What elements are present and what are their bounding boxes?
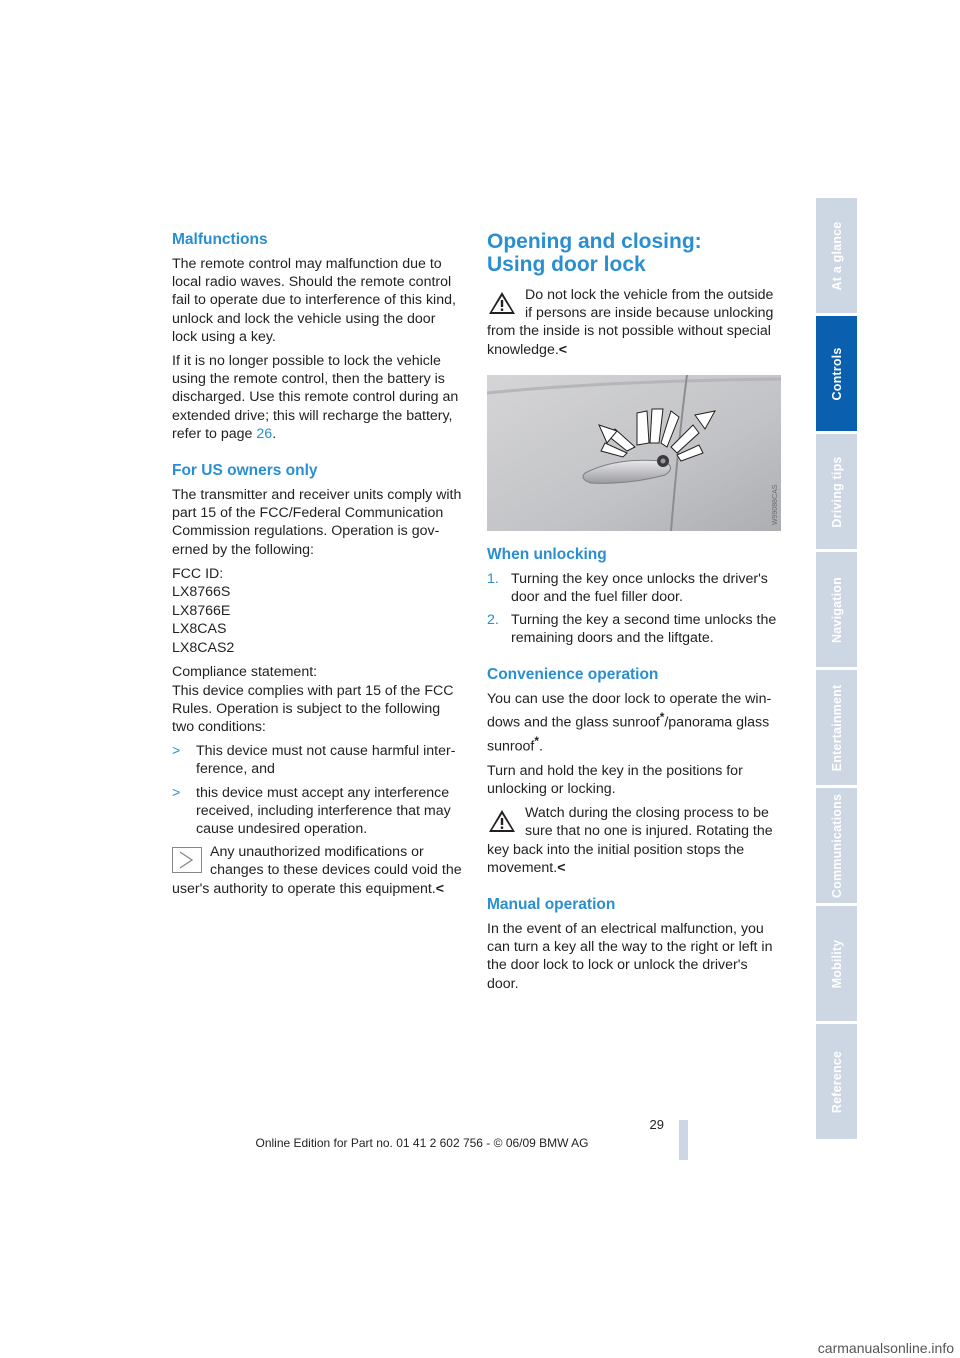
step-item: 2. Turning the key a second time unlocks the remaining doors and the liftgate.: [487, 612, 777, 647]
fcc-id: LX8CAS: [172, 621, 227, 638]
convenience-paragraph-2: Turn and hold the key in the positions for unlocking or locking.: [487, 762, 743, 797]
warning-text-2: Watch during the closing process to be sure that no one is injured. Rotating the key back into the initial position stops the movement.<: [487, 805, 773, 876]
fcc-id: LX8CAS2: [172, 639, 235, 656]
malfunctions-paragraph-2: If it is no longer possible to lock the vehicle using the remote control, then the battery is discharged. Use this remote control during an extended drive; this will recharge the battery, refer to page 26.: [172, 353, 459, 442]
convenience-paragraph-1: You can use the door lock to operate the win-dows and the glass sunroof*/panorama glass sunroof*.: [487, 690, 772, 755]
warning-icon: [487, 290, 517, 316]
photo-code: W99088CAS: [772, 484, 779, 525]
fcc-id: LX8766E: [172, 602, 231, 619]
footer-bar: [679, 1120, 688, 1160]
warning-block-1: [487, 286, 781, 359]
tab-entertainment[interactable]: Entertainment: [816, 670, 857, 785]
page-link-26[interactable]: 26: [256, 425, 273, 442]
manual-operation-heading: Manual operation: [487, 895, 616, 913]
convenience-heading: Convenience operation: [487, 665, 659, 683]
when-unlocking-heading: When unlocking: [487, 545, 607, 563]
tab-driving-tips[interactable]: Driving tips: [816, 434, 857, 549]
tab-controls[interactable]: Controls: [816, 316, 857, 431]
note-block: [172, 843, 464, 898]
us-paragraph: The transmitter and receiver units comply with part 15 of the FCC/Federal Communication Commission regulations. Operation is gov-erned by the following:: [172, 487, 462, 558]
tab-communications[interactable]: Communications: [816, 788, 857, 903]
manual-operation-paragraph: In the event of an electrical malfunction, you can turn a key all the way to the right or left in the door lock to lock or unlock the driver's door.: [487, 920, 773, 992]
page-number: 29: [649, 1117, 664, 1132]
step-item: 1. Turning the key once unlocks the driver's door and the fuel filler door.: [487, 570, 768, 606]
bullet-item: > This device must not cause harmful inter-ference, and: [172, 743, 456, 778]
compliance-block: Compliance statement: This device complies with part 15 of the FCC Rules. Operation is subject to the following two conditions:: [172, 664, 454, 735]
door-handle-illustration: [487, 375, 781, 531]
chapter-sidebar: [816, 198, 857, 1142]
left-column: [172, 230, 464, 904]
note-text: Any unauthorized modifications or changes to these devices could void the user's authority to operate this equipment.<: [172, 844, 462, 897]
warning-text-1: Do not lock the vehicle from the outside if persons are inside because unlocking from the inside is not possible without special knowledge.<: [487, 287, 774, 358]
main-heading: Opening and closing: Using door lock: [487, 230, 702, 276]
tab-at-a-glance[interactable]: At a glance: [816, 198, 857, 313]
malfunctions-paragraph-1: The remote control may malfunction due to local radio waves. Should the remote control fail to operate due to interference of this kind, unlock and lock the vehicle using the door lock using a key.: [172, 256, 456, 345]
malfunctions-heading: Malfunctions: [172, 231, 268, 248]
fcc-id-block: FCC ID: LX8766S LX8766E LX8CAS LX8CAS2: [172, 565, 235, 656]
bullet-item: > this device must accept any interference received, including interference that may cause undesired operation.: [172, 784, 451, 837]
footer-text: Online Edition for Part no. 01 41 2 602 756 - © 06/09 BMW AG: [255, 1136, 589, 1150]
warning-icon: [487, 808, 517, 834]
tab-mobility[interactable]: Mobility: [816, 906, 857, 1021]
option-star: *: [659, 709, 665, 724]
us-owners-heading: For US owners only: [172, 462, 318, 480]
fcc-id: LX8766S: [172, 584, 231, 601]
door-lock-photo: [487, 375, 781, 531]
tab-reference[interactable]: Reference: [816, 1024, 857, 1139]
watermark: carmanualsonline.info: [817, 1340, 954, 1356]
option-star: *: [534, 733, 539, 748]
right-column: [487, 230, 781, 999]
tab-navigation[interactable]: Navigation: [816, 552, 857, 667]
warning-block-2: [487, 804, 781, 877]
note-icon: [172, 847, 202, 873]
